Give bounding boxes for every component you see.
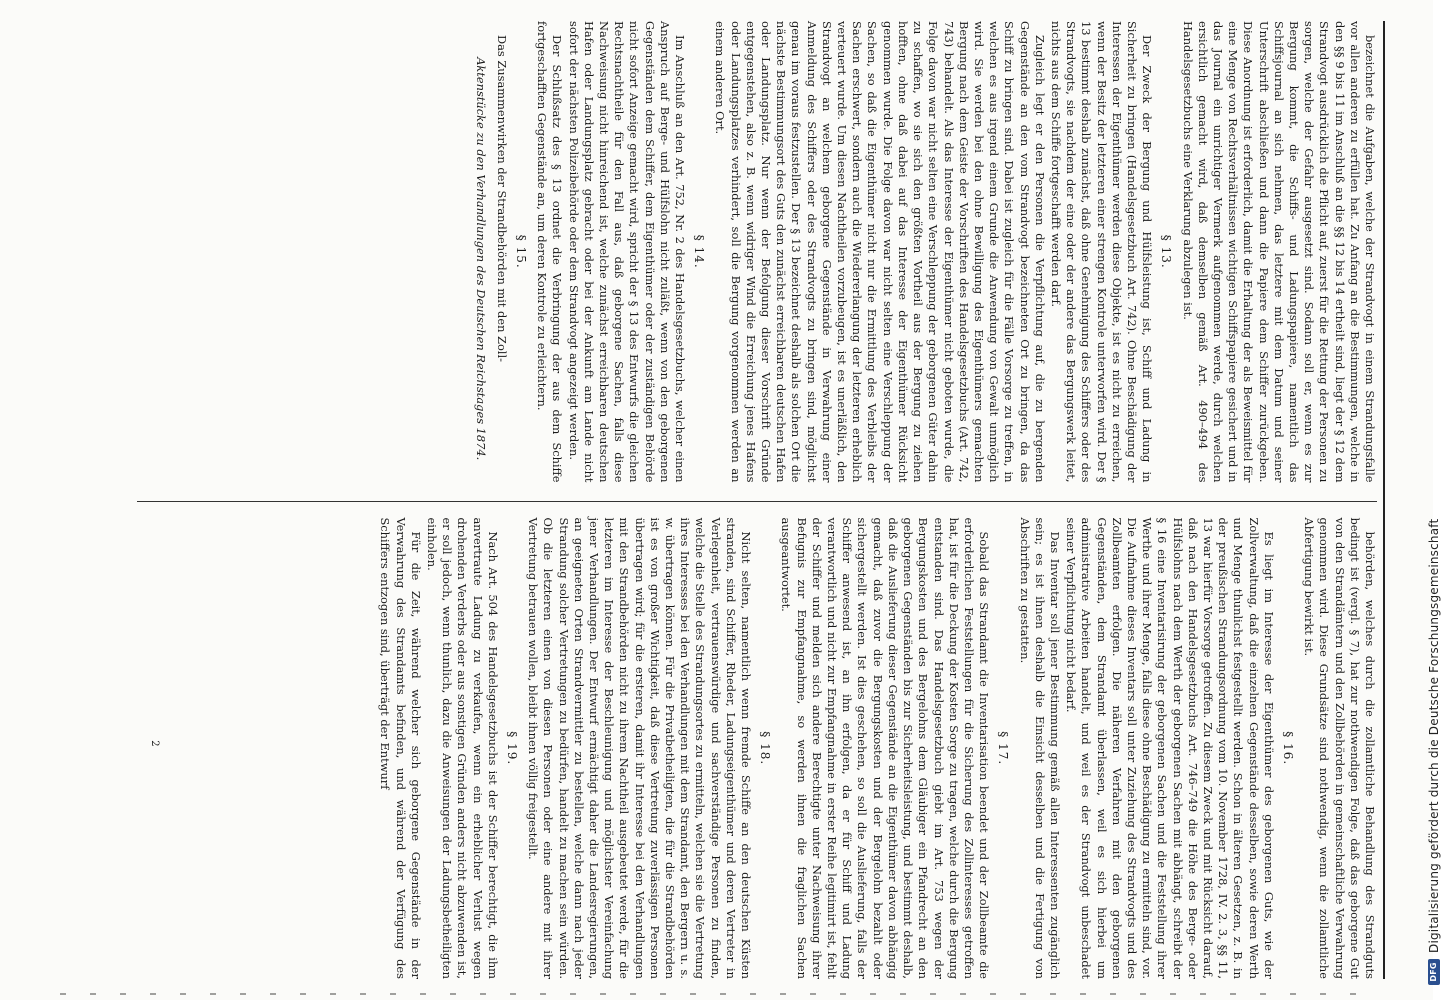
column-left: [137, 21, 1377, 483]
paragraph: bezeichnet die Aufgaben, welche der Strandvogt in einem Strandungsfalle vor allen anderen zu erfüllen hat. Zu Anfang an die Bestimmungen, welche in den §§ 9 bis 11 im Anschluß an die §§ 12 bis 14 ertheilt sind, liegt der § 12 dem Strandvogt ausdrücklich die Pflicht auf, zuerst für die Rettung der Personen zu sorgen, welche der Gefahr ausgesetzt sind. Sodann soll er, wenn es zur Bergung kommt, die Schiffs- und Ladungspapiere, namentlich das Schiffsjournal an sich nehmen, das letztere mit dem Datum und seiner Unterschrift abschließen und dann die Papiere dem Schiffer zurückgeben. Diese Anordnung ist erforderlich, damit die Erhaltung der als Beweismittel für eine Menge von Rechtsverhältnissen wichtigen Schiffspapiere gesichert und in das Journal ein unrichtiger Vermerk aufgenommen werde, durch welchen ersichtlich gemacht wird, daß demselben gemäß Art. 490–494 des Handelsgesetzbuchs eine Verklarung abzulegen ist.: [1180, 21, 1377, 483]
paragraph: Nicht selten, namentlich wenn fremde Schiffe an den deutschen Küsten stranden, sind Schiffer, Rheder, Ladungseigenthümer und deren Vertreter in Verlegenheit, vertrauenswürdige und sachverständige Personen zu finden, welche die Stelle des Strandungsortes zu ermitteln, welchen sie die Vertretung ihres Interesses bei den Verhandlungen mit dem Strandamt, den Bergern u. s. w. übertragen können. Für die Privatbetheiligten, die für die Strandbehörden ist es von großer Wichtigkeit, daß diese Vertretung zuverlässigen Personen übertragen wird; für die ersteren, damit ihr Interesse bei den Verhandlungen mit den Strandbehörden nicht zu ihrem Nachtheil ausgebeutet werde, für die letzteren im Interesse der Beschleunigung und möglichster Vereinfachung jener Verhandlungen. Der Entwurf ermächtigt daher die Landesregierungen, an geeigneten Orten Strandvermittler zu bestellen, welche dann nach jeder Strandung solcher Vertretungen zu bedürfen, handelt zu machen sein würden. Ob die letzteren einen von diesen Personen oder eine andere mit ihrer Vertretung betrauen wollen, bleibt ihnen völlig freigestellt.: [526, 517, 754, 979]
section-heading: § 15.: [514, 234, 529, 269]
paragraph: Das Zusammenwirken der Strandbehörden mit den Zoll-: [494, 35, 509, 362]
section-heading: § 16.: [1280, 731, 1295, 766]
section-heading: § 17.: [996, 731, 1011, 766]
digitization-strip: [1395, 0, 1441, 1000]
digitization-notice: [1425, 0, 1443, 985]
digitization-text: Digitalisierung gefördert durch die Deutsche Forschungsgemeinschaft: [1427, 518, 1441, 953]
paragraph: Der Schlußsatz des § 13 ordnet die Verbringung der aus dem Schiffe fortgeschafften Gegenstände an, um deren Kontrole zu erleichtern.: [535, 21, 565, 483]
paragraph: Der Zweck der Bergung und Hülfsleistung ist, Schiff und Ladung in Sicherheit zu bringen (Handelsgesetzbuch Art. 742). Ohne Beschädigung der Interessen der Eigenthümer werden diese Objekte, ist es nicht zu erreichen, wenn der Besitz der letzteren einer strengen Kontrole unterworfen wird. Der § 13 bestimmt deshalb zunächst, daß ohne Genehmigung des Schiffers oder des Strandvogts, sie nachdem der eine oder der andere das Bergungswerk leitet, nichts aus dem Schiffe fortgeschafft werden darf.: [1048, 21, 1155, 483]
paragraph: Nach Art. 504 des Handelsgesetzbuchs ist der Schiffer berechtigt, die ihm anvertraute Ladung zu verkaufen, wenn ein erheblicher Verlust wegen drohenden Verderbs oder aus sonstigen Gründen anders nicht abzuwenden ist, er soll jedoch, wenn thunlich, dazu die Anweisungen der Ladungsbetheiligten einholen.: [425, 517, 500, 979]
section-heading: § 18.: [758, 731, 773, 766]
section-heading: § 14.: [692, 234, 707, 269]
section-heading: § 19.: [505, 731, 520, 766]
text-columns: [137, 21, 1377, 979]
paragraph: behörden, welches durch die zollamtliche Behandlung des Strandguts bedingt ist (vergl. § 7), hat zur nothwendigen Folge, daß das geborgene Gut von den Strandämtern und den Zollbehörden in gemeinschaftliche Verwahrung genommen wird. Diese Grundsätze sind nothwendig, wenn die zollamtliche Abfertigung bewirkt ist.: [1302, 517, 1377, 979]
scan-edge-artifact: [60, 993, 1380, 995]
dfg-logo: DFG: [1428, 959, 1440, 985]
paragraph: Es liegt im Interesse der Eigenthümer des geborgenen Guts, wie der Zollverwaltung, daß die einzelnen Gegenstände desselben, sowie deren Werth und Menge thunlichst festgestellt werden. Schon in älteren Gesetzen, z. B. in der preußischen Strandungsordnung vom 10. November 1728, IV. 2. 3, §§ 11, 13 war hierfür Vorsorge getroffen. Zu diesem Zweck und mit Rücksicht darauf, daß nach den Handelsgesetzbuchs Art. 746–749 die Höhe des Berge- oder Hülfslohns nach dem Werth der geborgenen Sachen mit abhängt, schreibt der § 16 eine Inventarisirung der geborgenen Sachen und die Feststellung ihrer Werthe und ihrer Menge, falls diese ohne Beschädigung zu ermitteln sind, vor. Die Aufnahme dieses Inventars soll unter Zuziehung des Strandvogts und des Zollbeamten erfolgen. Die näheren Verfahren mit den geborgenen Gegenständen, dem Strandamt überlassen, weil es sich hierbei um administrative Arbeiten handelt, und weil es der Strandvogt unbeschadet seiner Verpflichtung nicht bedarf.: [1064, 517, 1276, 979]
paragraph: Das Inventar soll jener Bestimmung gemäß allen Interessenten zugänglich sein; es ist ihnen deshalb die Einsicht desselben und die Fertigung von Abschriften zu gestatten.: [1017, 517, 1062, 979]
paragraph: Zugleich legt er den Personen die Verpflichtung auf, die zu bergenden Gegenstände an den vom Strandvogt bezeichneten Ort zu bringen, da das Schiff zu bringen sind. Dabei ist zugleich für die Fälle Vorsorge zu treffen, in welchen es aus irgend einem Grunde die Anwendung von Gewalt unmöglich wird. Sie werden bei den ohne Bewilligung des Eigenthümers gemachten Bergung nach dem Geiste der Vorschriften des Handelsgesetzbuchs (Art. 742, 743) behandelt. Als das Interesse der Eigenthümer nicht geboten wurde, die Folge davon war nicht selten eine Verschleppung der geborgenen Güter dahin zu schaffen, wo sie sich den größten Vortheil aus der Bergung zu ziehen hofften, ohne daß dabei auf das Interesse der Eigenthümer Rücksicht genommen wurde. Die Folge davon war nicht selten eine Verschleppung der Sachen, so daß die Eigenthümer nicht nur die Ermittlung des Verbleibs der Sachen erschwert, sondern auch die Wiedererlangung der letzteren erheblich verteuert wurde. Um diesen Nachtheilen vorzubeugen, ist es unerläßlich, den Strandvogt an welchem geborgene Gegenstände in Verwahrung einer Anmeldung des Schiffers oder des Strandvogts zu bringen sind, möglichst genau im voraus festzustellen. Der § 13 bezeichnet deshalb als solchen Ort die nächste Bestimmungsort des Guts den zunächst erreichbaren deutschen Hafen oder Landungsplatz. Nur wenn der Befolgung dieser Vorschrift Gründe entgegenstehen, also z. B. wenn widriger Wind die Erreichung jenes Hafens oder Landungsplatzes verhindert, soll die Bergung vorgenommen werden an einem anderen Ort.: [713, 21, 1047, 483]
paragraph: Im Anschluß an den Art. 752, Nr. 2 des Handelsgesetzbuchs, welcher einen Anspruch auf Berge- und Hülfslohn nicht zuläßt, wenn von den geborgenen Gegenständen dem Schiffer, dem Eigenthümer oder der zuständigen Behörde nicht sofort Anzeige gemacht wird, spricht der § 13 des Entwurfs die gleichen Rechtsnachtheile für den Fall aus, daß geborgene Sachen, falls diese Nachweisung nicht hinreichend ist, welche zunächst erreichbaren deutschen Hafen oder Landungsplatz gebracht oder bei der Ankunft am Lande nicht sofort der nächsten Polizeibehörde oder dem Strandvogt angezeigt werden.: [566, 21, 688, 483]
paragraph: Sobald das Strandamt die Inventarisation beendet und der Zollbeamte die erforderlichen Feststellungen für die Sicherung des Zollinteresses getroffen hat, ist für die Deckung der Kosten Sorge zu tragen, welche durch die Bergung entstanden sind. Das Handelsgesetzbuch giebt im Art. 753 wegen der Bergungskosten und des Bergelohns dem Gläubiger ein Pfandrecht an den geborgenen Gegenständen bis zur Sicherheitsleistung, und bestimmt deshalb, daß die Auslieferung dieser Gegenstände an die Eigenthümer davon abhängig gemacht, daß zuvor die Bergungskosten und der Bergelohn bezahlt oder sichergestellt werden. Ist dies geschehen, so soll die Auslieferung, falls der Schiffer anwesend ist, an ihn erfolgen, da er für Schiff und Ladung verantwortlich und nicht zur Empfangnahme in erster Reihe legitimirt ist, fehlt der Schiffer und melden sich andere Berechtigte unter Nachweisung ihrer Befugnis zur Empfangnahme, so werden ihnen die fraglichen Sachen ausgeantwortet.: [779, 517, 992, 979]
rotated-document-page: [115, 5, 1425, 995]
section-heading: § 13.: [1159, 234, 1174, 269]
paragraph: Für die Zeit, während welcher sich geborgene Gegenstände in der Verwahrung des Strandamts befinden, und während der Verfügung des Schiffers entzogen sind, überträgt der Entwurf: [378, 517, 423, 979]
column-right: [137, 501, 1377, 980]
paragraph: Aktenstücke zu den Verhandlungen des Deutschen Reichstages 1874.: [473, 57, 488, 461]
signature-mark: 2: [149, 740, 161, 747]
